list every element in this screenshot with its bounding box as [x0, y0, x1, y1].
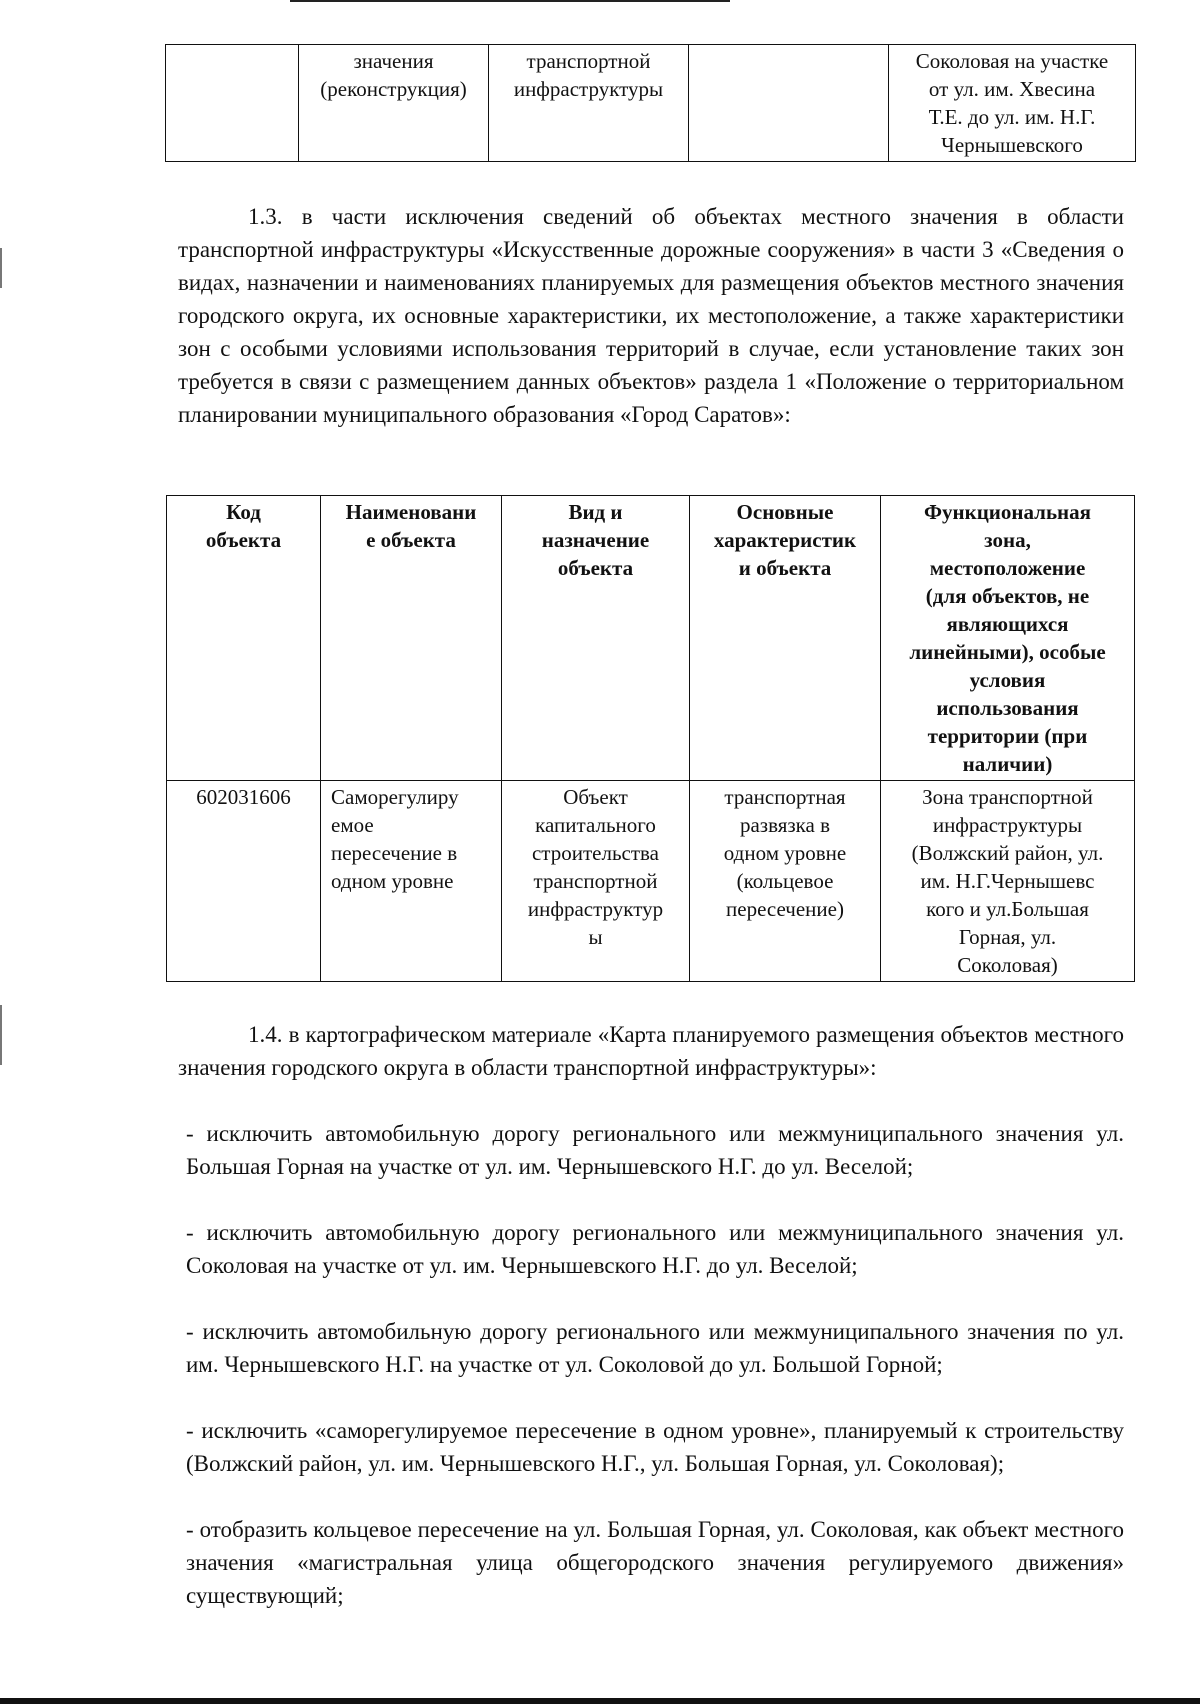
- paragraph-1-4: [178, 1018, 1124, 1084]
- list-item: - исключить автомобильную дорогу регионального или межмуниципального значения по ул. им. Чернышевского Н.Г. на участке от ул. Соколовой до ул. Большой Горной;: [186, 1319, 1124, 1377]
- paragraph-text: 1.3. в части исключения сведений об объектах местного значения в области транспортной инфраструктуры «Искусственные дорожные сооружения» в части 3 «Сведения о видах, назначении и наименованиях планируемых для размещения объектов местного значения городского округа, их основные характеристики, их местоположение, а также характеристики зон с особыми условиями использования территорий в случае, если установление таких зон требуется в связи с размещением данных объектов» раздела 1 «Положение о территориальном планировании муниципального образования «Город Саратов»:: [178, 204, 1124, 427]
- table-cell: значения (реконструкция): [299, 45, 489, 162]
- list-item: - исключить автомобильную дорогу регионального или межмуниципального значения ул. Соколовая на участке от ул. им. Чернышевского Н.Г. до ул. Веселой;: [186, 1220, 1124, 1278]
- table-cell: Объект капитального строительства транспортной инфраструктур ы: [502, 781, 690, 982]
- table-cell: 602031606: [167, 781, 321, 982]
- column-header: Функциональная зона, местоположение (для объектов, не являющихся линейными), особые условия использования территории (при наличии): [881, 496, 1135, 781]
- list-item: - отобразить кольцевое пересечение на ул. Большая Горная, ул. Соколовая, как объект местного значения «магистральная улица общегородского значения регулируемого движения» существующий;: [186, 1517, 1124, 1608]
- column-header: Код объекта: [167, 496, 321, 781]
- column-header: Вид и назначение объекта: [502, 496, 690, 781]
- table-header-row: [167, 496, 1135, 781]
- scan-artifact-left: [0, 248, 2, 288]
- table-cell: [166, 45, 299, 162]
- paragraph-text: 1.4. в картографическом материале «Карта планируемого размещения объектов местного значения городского округа в области транспортной инфраструктуры»:: [178, 1022, 1124, 1080]
- scan-artifact-bottom: [0, 1698, 1200, 1704]
- objects-table: [166, 495, 1135, 982]
- list-item: - исключить автомобильную дорогу регионального или межмуниципального значения ул. Большая Горная на участке от ул. им. Чернышевского Н.Г. до ул. Веселой;: [186, 1121, 1124, 1179]
- scan-artifact-left: [0, 1005, 2, 1065]
- list-item: - исключить «саморегулируемое пересечение в одном уровне», планируемый к строительству (Волжский район, ул. им. Чернышевского Н.Г., ул. Большая Горная, ул. Соколовая);: [186, 1418, 1124, 1476]
- scan-artifact-top: [290, 0, 730, 2]
- table-cell: Зона транспортной инфраструктуры (Волжский район, ул. им. Н.Г.Чернышевс кого и ул.Большая Горная, ул. Соколовая): [881, 781, 1135, 982]
- table-cell: Соколовая на участке от ул. им. Хвесина Т.Е. до ул. им. Н.Г. Чернышевского: [889, 45, 1136, 162]
- paragraph-1-3: [178, 200, 1124, 431]
- table-cell: транспортная развязка в одном уровне (кольцевое пересечение): [690, 781, 881, 982]
- table-cell: транспортной инфраструктуры: [489, 45, 689, 162]
- column-header: Наименовани е объекта: [321, 496, 502, 781]
- table-row: [166, 45, 1136, 162]
- table-cell: Саморегулиру емое пересечение в одном уровне: [321, 781, 502, 982]
- column-header: Основные характеристик и объекта: [690, 496, 881, 781]
- continued-table: [165, 44, 1136, 162]
- table-row: [167, 781, 1135, 982]
- table-cell: [689, 45, 889, 162]
